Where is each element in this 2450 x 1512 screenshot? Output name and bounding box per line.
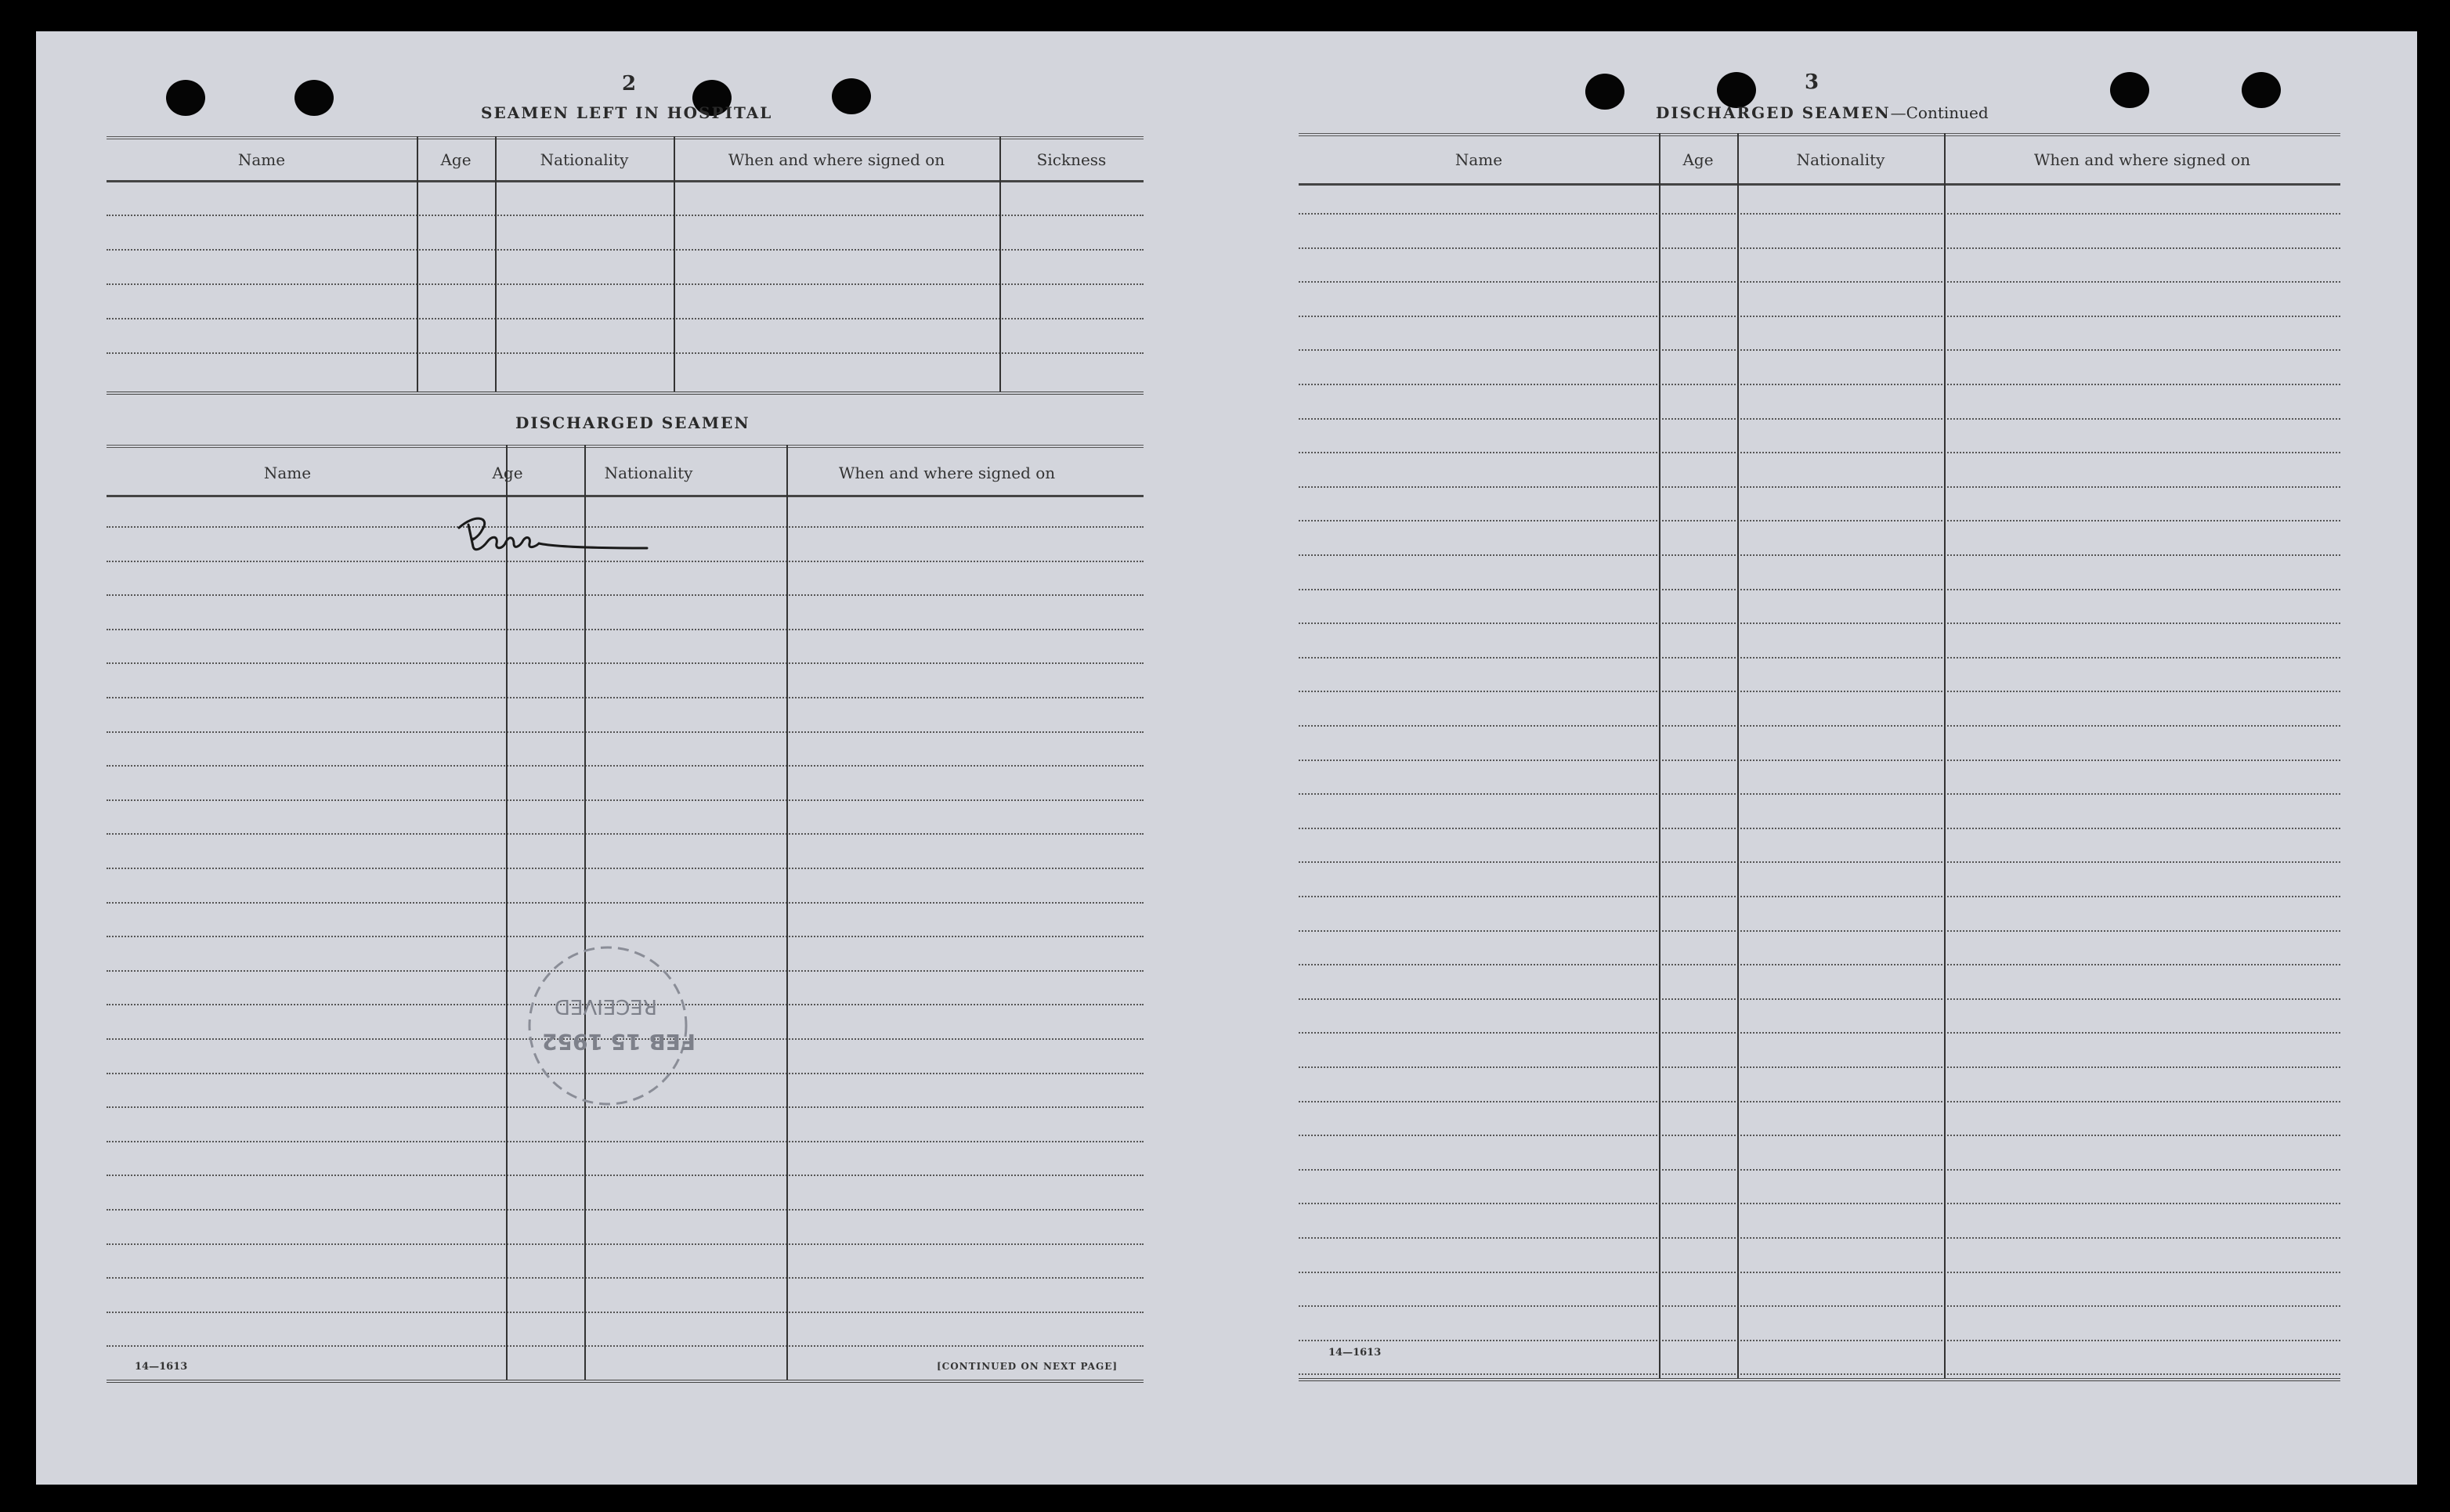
table-row bbox=[1299, 622, 2340, 624]
table-row bbox=[1299, 1237, 2340, 1239]
table-row bbox=[107, 902, 1144, 904]
table-row bbox=[1299, 1340, 2340, 1341]
continued-footnote: [CONTINUED ON NEXT PAGE] bbox=[937, 1361, 1118, 1372]
table-row bbox=[107, 1175, 1144, 1176]
handwritten-entry bbox=[451, 498, 663, 561]
table-row bbox=[1299, 486, 2340, 488]
column-divider bbox=[506, 445, 508, 1380]
column-header-when-where: When and where signed on bbox=[2033, 150, 2251, 169]
right-page-heading bbox=[1656, 103, 1989, 122]
table-row bbox=[107, 594, 1144, 596]
document-sheet bbox=[36, 31, 2417, 1485]
table-row bbox=[1299, 554, 2340, 556]
received-stamp bbox=[514, 932, 702, 1120]
table-row bbox=[1299, 896, 2340, 897]
table-row bbox=[107, 629, 1144, 630]
table-row bbox=[107, 1209, 1144, 1211]
table-row bbox=[1299, 349, 2340, 351]
punch-hole bbox=[295, 80, 334, 116]
right-page-number: 3 bbox=[1805, 70, 1819, 94]
column-header-name: Name bbox=[263, 464, 312, 482]
table-row bbox=[107, 283, 1144, 285]
column-header-nationality: Nationality bbox=[540, 150, 629, 169]
left-form-number: 14—1613 bbox=[135, 1361, 188, 1373]
table-row bbox=[1299, 520, 2340, 521]
table-row bbox=[1299, 691, 2340, 692]
column-header-name: Name bbox=[237, 150, 286, 169]
table-row bbox=[1299, 247, 2340, 249]
table-row bbox=[107, 352, 1144, 354]
left-page-number: 2 bbox=[622, 72, 637, 96]
table-row bbox=[1299, 1272, 2340, 1273]
table-row bbox=[1299, 1203, 2340, 1204]
column-divider bbox=[1944, 133, 1946, 1378]
column-header-age: Age bbox=[1682, 150, 1714, 169]
table-row bbox=[1299, 725, 2340, 727]
table-row bbox=[1299, 760, 2340, 761]
table-row bbox=[107, 1345, 1144, 1347]
table-bottom-rule bbox=[107, 392, 1144, 395]
table-bottom-rule bbox=[1299, 1378, 2340, 1381]
table-row bbox=[1299, 828, 2340, 829]
table-row bbox=[1299, 861, 2340, 863]
table-row bbox=[1299, 452, 2340, 453]
table-row bbox=[1299, 1032, 2340, 1034]
column-header-age: Age bbox=[440, 150, 472, 169]
table-row bbox=[107, 833, 1144, 835]
table-row bbox=[1299, 657, 2340, 659]
table-row bbox=[107, 1312, 1144, 1313]
punch-hole bbox=[1585, 74, 1624, 110]
table-row bbox=[1299, 964, 2340, 965]
table-row bbox=[1299, 1101, 2340, 1102]
table-row bbox=[107, 765, 1144, 767]
table-row bbox=[1299, 1373, 2340, 1375]
table-row bbox=[107, 1141, 1144, 1142]
table-row bbox=[107, 731, 1144, 733]
punch-hole bbox=[2242, 72, 2281, 108]
table-row bbox=[107, 318, 1144, 319]
table-row bbox=[1299, 1135, 2340, 1136]
table-row bbox=[1299, 1066, 2340, 1068]
column-divider bbox=[674, 136, 675, 392]
table-row bbox=[1299, 998, 2340, 1000]
column-header-when-where: When and where signed on bbox=[838, 464, 1056, 482]
punch-hole bbox=[832, 78, 871, 114]
stamp-text-received: RECEIVED bbox=[555, 994, 657, 1018]
table-row bbox=[107, 215, 1144, 216]
column-divider bbox=[495, 136, 497, 392]
column-divider bbox=[584, 445, 586, 1380]
table-row bbox=[1299, 793, 2340, 795]
table-row bbox=[1299, 930, 2340, 932]
table-row bbox=[1299, 1305, 2340, 1307]
punch-hole bbox=[166, 80, 205, 116]
table-row bbox=[1299, 213, 2340, 215]
table-row bbox=[107, 662, 1144, 664]
column-divider bbox=[786, 445, 788, 1380]
stamp-text-date: FEB 15 1952 bbox=[542, 1029, 696, 1055]
column-divider bbox=[1659, 133, 1660, 1378]
table-bottom-rule bbox=[107, 1380, 1144, 1383]
column-header-nationality: Nationality bbox=[604, 464, 693, 482]
hospital-table bbox=[107, 136, 1144, 398]
discharged-table bbox=[107, 445, 1144, 1384]
right-heading-main: DISCHARGED SEAMEN bbox=[1656, 103, 1891, 122]
column-divider bbox=[1737, 133, 1739, 1378]
table-row bbox=[1299, 589, 2340, 590]
table-row bbox=[107, 249, 1144, 251]
right-heading-suffix: —Continued bbox=[1890, 103, 1989, 122]
column-divider bbox=[417, 136, 418, 392]
table-row bbox=[1299, 418, 2340, 420]
hospital-section-title: SEAMEN LEFT IN HOSPITAL bbox=[481, 103, 773, 122]
table-row bbox=[107, 868, 1144, 869]
table-row bbox=[1299, 384, 2340, 385]
column-header-when-where: When and where signed on bbox=[728, 150, 945, 169]
table-row bbox=[1299, 281, 2340, 283]
column-header-name: Name bbox=[1454, 150, 1503, 169]
discharged-continued-table bbox=[1299, 133, 2340, 1383]
table-row bbox=[1299, 316, 2340, 317]
discharged-section-title: DISCHARGED SEAMEN bbox=[515, 413, 750, 432]
table-row bbox=[107, 1243, 1144, 1245]
column-header-nationality: Nationality bbox=[1796, 150, 1885, 169]
table-row bbox=[107, 697, 1144, 698]
column-header-sickness: Sickness bbox=[1036, 150, 1107, 169]
table-row bbox=[107, 799, 1144, 801]
column-divider bbox=[999, 136, 1001, 392]
column-header-age: Age bbox=[492, 464, 523, 482]
table-row bbox=[1299, 1169, 2340, 1171]
table-row bbox=[107, 1277, 1144, 1279]
punch-hole bbox=[2110, 72, 2149, 108]
right-form-number: 14—1613 bbox=[1328, 1347, 1382, 1359]
